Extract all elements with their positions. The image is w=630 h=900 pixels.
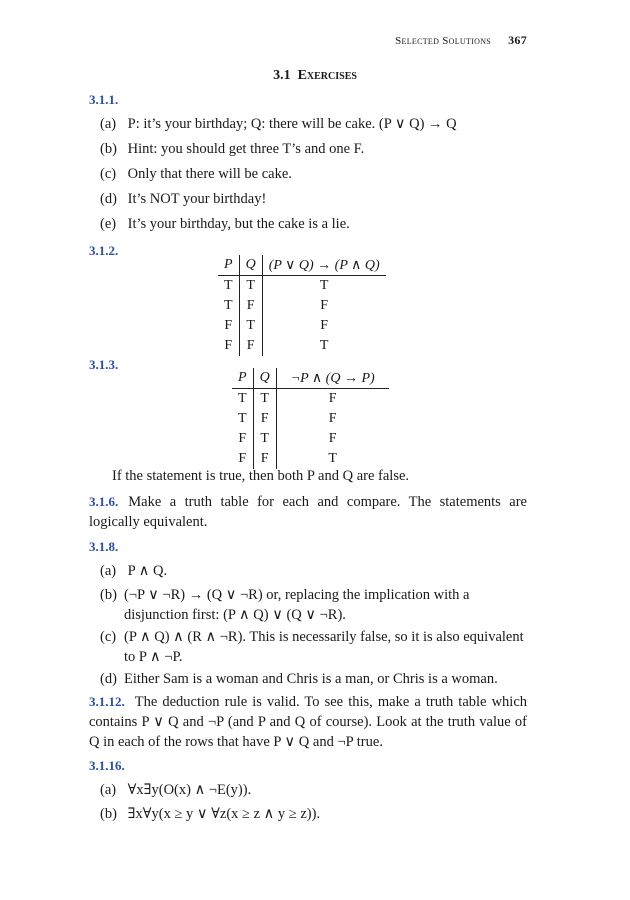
table-cell: F <box>218 336 239 356</box>
truth-table <box>232 368 389 469</box>
table-cell: F <box>328 431 337 446</box>
exercise-label: 3.1.16. <box>89 758 125 773</box>
item-tag: (a) <box>100 116 117 132</box>
exercise-label: 3.1.1. <box>89 92 119 107</box>
list-item <box>100 804 320 824</box>
item-text: P: it’s your birthday; Q: there will be cake. (P ∨ Q) → Q <box>127 116 457 132</box>
truth-table <box>218 255 386 356</box>
table-row <box>218 316 386 336</box>
item-text: P ∧ Q. <box>127 563 168 579</box>
list-item <box>100 189 266 209</box>
list-item <box>100 139 364 159</box>
table-cell: F <box>328 391 337 406</box>
table-cell: T <box>319 278 329 293</box>
item-text: Either Sam is a woman and Chris is a man, or Chris is a woman. <box>124 671 498 687</box>
item-text: (¬P ∨ ¬R) → (Q ∨ ¬R) or, replacing the implication with a disjunction first: (P ∧ Q) ∨ (Q ∨ ¬R). <box>124 587 470 623</box>
table-cell: F <box>253 409 276 429</box>
item-text: It’s your birthday, but the cake is a lie. <box>127 216 350 232</box>
item-tag: (b) <box>100 587 117 603</box>
exercise-label: 3.1.8. <box>89 539 119 554</box>
item-tag: (d) <box>100 191 117 207</box>
table-cell: T <box>232 409 253 429</box>
item-tag: (a) <box>100 563 117 579</box>
column-header: Q <box>253 368 276 389</box>
item-tag: (c) <box>100 166 117 182</box>
table-cell: T <box>232 389 253 410</box>
table-cell: F <box>328 411 337 426</box>
column-header: Q <box>239 255 262 276</box>
table-header-row <box>232 368 389 389</box>
table-cell: F <box>239 296 262 316</box>
list-item <box>100 214 350 234</box>
item-text: ∃x∀y(x ≥ y ∨ ∀z(x ≥ z ∧ y ≥ z)). <box>127 806 321 822</box>
table-cell: F <box>320 298 329 313</box>
list-item <box>100 561 167 581</box>
paragraph-text: The deduction rule is valid. To see this, make a truth table which contains P ∨ Q and ¬P (and P and Q of course). Look at the truth value of Q in each of the rows that have P ∨ Q and ¬P true. <box>89 694 527 750</box>
running-head <box>395 33 527 48</box>
item-tag: (d) <box>100 671 117 687</box>
table-cell: T <box>218 276 239 297</box>
list-item <box>100 164 292 184</box>
exercise-paragraph <box>89 492 527 532</box>
list-item <box>100 627 530 667</box>
list-item <box>100 585 530 625</box>
table-cell: T <box>328 451 337 466</box>
list-item <box>100 780 251 800</box>
table-cell: F <box>239 336 262 356</box>
exercise-label: 3.1.12. <box>89 694 125 709</box>
item-tag: (e) <box>100 216 117 232</box>
table-cell: F <box>320 318 329 333</box>
exercise-label: 3.1.6. <box>89 494 119 509</box>
table-cell: T <box>319 338 329 353</box>
table-row <box>218 276 386 297</box>
section-title <box>0 68 630 84</box>
exercise-paragraph <box>89 692 527 752</box>
paragraph-text: Make a truth table for each and compare. The statements are logically equivalent. <box>89 494 527 530</box>
table-cell: F <box>232 429 253 449</box>
column-header: P <box>232 368 253 389</box>
table-cell: T <box>253 429 276 449</box>
exercise-note: If the statement is true, then both P and Q are false. <box>112 468 410 484</box>
list-item <box>100 669 530 689</box>
exercise-label: 3.1.2. <box>89 243 119 258</box>
table-cell: F <box>253 449 276 469</box>
item-tag: (c) <box>100 629 117 645</box>
item-tag: (b) <box>100 806 117 822</box>
table-header-row <box>218 255 386 276</box>
item-text: (P ∧ Q) ∧ (R ∧ ¬R). This is necessarily false, so it is also equivalent to P ∧ ¬P. <box>124 629 524 665</box>
item-text: Hint: you should get three T’s and one F. <box>127 141 365 157</box>
table-cell: T <box>239 316 262 336</box>
item-text: ∀x∃y(O(x) ∧ ¬E(y)). <box>127 782 252 798</box>
list-item <box>100 114 457 134</box>
column-header: P <box>218 255 239 276</box>
section-heading: Exercises <box>297 68 357 83</box>
column-header: ¬P ∧ (Q → P) <box>276 368 389 389</box>
column-header: (P ∨ Q) → (P ∧ Q) <box>262 255 385 276</box>
table-row <box>232 429 389 449</box>
exercise-label: 3.1.3. <box>89 357 119 372</box>
table-cell: T <box>239 276 262 297</box>
running-title: Selected Solutions <box>395 35 492 47</box>
table-row <box>218 296 386 316</box>
item-text: Only that there will be cake. <box>127 166 292 182</box>
table-cell: F <box>218 316 239 336</box>
table-row <box>232 409 389 429</box>
table-cell: F <box>232 449 253 469</box>
table-cell: T <box>218 296 239 316</box>
section-number: 3.1 <box>273 68 291 83</box>
item-tag: (b) <box>100 141 117 157</box>
page-number: 367 <box>508 33 527 47</box>
item-text: It’s NOT your birthday! <box>127 191 267 207</box>
table-row <box>232 389 389 410</box>
item-tag: (a) <box>100 782 117 798</box>
table-cell: T <box>253 389 276 410</box>
table-row <box>218 336 386 356</box>
